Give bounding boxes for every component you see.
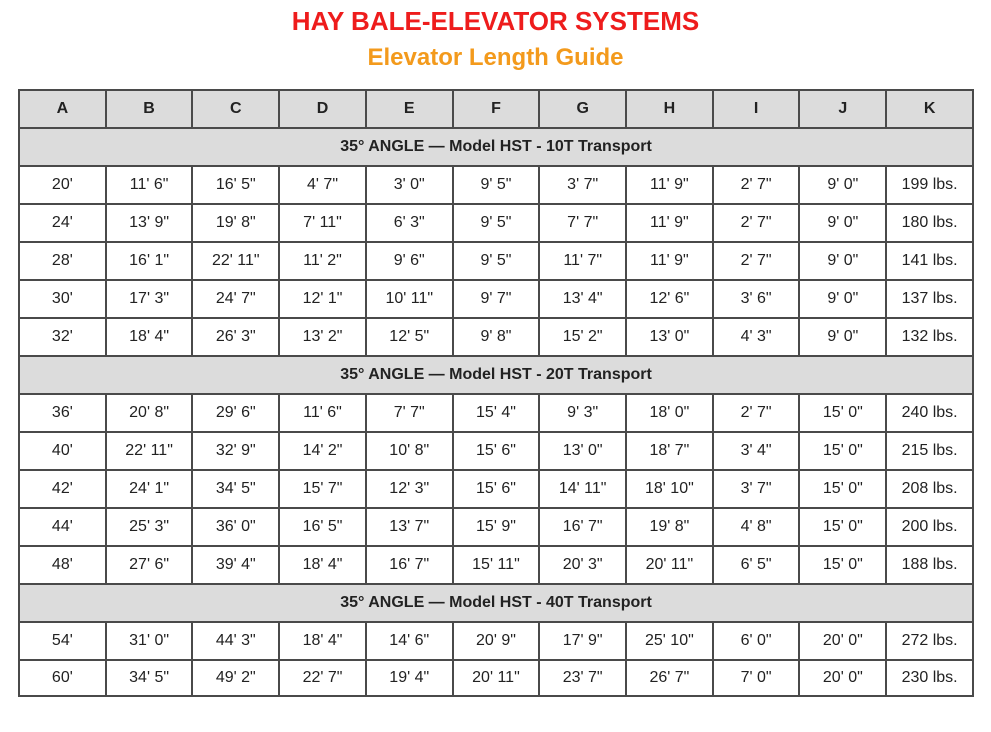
table-row xyxy=(19,660,973,696)
table-row xyxy=(19,394,973,432)
table-cell-f: 9' 8" xyxy=(453,318,540,356)
table-cell-k: 240 lbs. xyxy=(886,394,973,432)
column-header-g: G xyxy=(539,90,626,128)
table-row xyxy=(19,318,973,356)
table-cell-i: 3' 7" xyxy=(713,470,800,508)
table-cell-c: 24' 7" xyxy=(192,280,279,318)
table-cell-i: 4' 8" xyxy=(713,508,800,546)
column-header-h: H xyxy=(626,90,713,128)
table-cell-d: 14' 2" xyxy=(279,432,366,470)
column-header-f: F xyxy=(453,90,540,128)
table-cell-k: 215 lbs. xyxy=(886,432,973,470)
table-cell-c: 19' 8" xyxy=(192,204,279,242)
table-cell-j: 9' 0" xyxy=(799,166,886,204)
table-cell-g: 11' 7" xyxy=(539,242,626,280)
table-cell-c: 44' 3" xyxy=(192,622,279,660)
table-cell-h: 26' 7" xyxy=(626,660,713,696)
page-title: HAY BALE-ELEVATOR SYSTEMS xyxy=(291,6,700,36)
section-header-row xyxy=(19,584,973,622)
table-cell-j: 9' 0" xyxy=(799,318,886,356)
table-cell-b: 11' 6" xyxy=(106,166,193,204)
table-cell-h: 25' 10" xyxy=(626,622,713,660)
table-cell-d: 18' 4" xyxy=(279,546,366,584)
column-header-k: K xyxy=(886,90,973,128)
table-cell-c: 49' 2" xyxy=(192,660,279,696)
table-cell-e: 14' 6" xyxy=(366,622,453,660)
table-cell-g: 13' 0" xyxy=(539,432,626,470)
table-cell-f: 15' 6" xyxy=(453,470,540,508)
table-cell-a: 24' xyxy=(19,204,106,242)
table-cell-c: 36' 0" xyxy=(192,508,279,546)
table-cell-d: 7' 11" xyxy=(279,204,366,242)
table-cell-k: 180 lbs. xyxy=(886,204,973,242)
table-cell-f: 15' 6" xyxy=(453,432,540,470)
table-cell-c: 32' 9" xyxy=(192,432,279,470)
table-cell-c: 22' 11" xyxy=(192,242,279,280)
table-cell-f: 9' 5" xyxy=(453,242,540,280)
table-cell-b: 27' 6" xyxy=(106,546,193,584)
table-cell-f: 15' 9" xyxy=(453,508,540,546)
table-cell-g: 20' 3" xyxy=(539,546,626,584)
table-cell-f: 15' 4" xyxy=(453,394,540,432)
table-cell-a: 32' xyxy=(19,318,106,356)
table-row xyxy=(19,546,973,584)
table-cell-j: 15' 0" xyxy=(799,394,886,432)
table-cell-c: 34' 5" xyxy=(192,470,279,508)
table-cell-f: 9' 5" xyxy=(453,166,540,204)
table-cell-h: 18' 0" xyxy=(626,394,713,432)
table-cell-e: 16' 7" xyxy=(366,546,453,584)
table-cell-g: 14' 11" xyxy=(539,470,626,508)
table-row xyxy=(19,622,973,660)
column-header-c: C xyxy=(192,90,279,128)
table-cell-g: 13' 4" xyxy=(539,280,626,318)
table-cell-j: 20' 0" xyxy=(799,622,886,660)
table-cell-b: 16' 1" xyxy=(106,242,193,280)
table-cell-d: 11' 6" xyxy=(279,394,366,432)
table-cell-d: 11' 2" xyxy=(279,242,366,280)
table-row xyxy=(19,470,973,508)
table-cell-c: 39' 4" xyxy=(192,546,279,584)
table-cell-e: 13' 7" xyxy=(366,508,453,546)
table-cell-d: 4' 7" xyxy=(279,166,366,204)
table-cell-d: 15' 7" xyxy=(279,470,366,508)
column-header-j: J xyxy=(799,90,886,128)
table-cell-a: 44' xyxy=(19,508,106,546)
table-cell-i: 3' 6" xyxy=(713,280,800,318)
table-cell-f: 15' 11" xyxy=(453,546,540,584)
column-header-a: A xyxy=(19,90,106,128)
table-cell-e: 12' 5" xyxy=(366,318,453,356)
table-cell-i: 2' 7" xyxy=(713,204,800,242)
table-cell-k: 141 lbs. xyxy=(886,242,973,280)
table-body xyxy=(19,128,973,696)
table-cell-e: 12' 3" xyxy=(366,470,453,508)
table-cell-d: 22' 7" xyxy=(279,660,366,696)
column-header-d: D xyxy=(279,90,366,128)
table-cell-a: 40' xyxy=(19,432,106,470)
table-cell-h: 18' 7" xyxy=(626,432,713,470)
table-cell-f: 20' 11" xyxy=(453,660,540,696)
table-cell-a: 28' xyxy=(19,242,106,280)
table-cell-f: 20' 9" xyxy=(453,622,540,660)
table-cell-b: 25' 3" xyxy=(106,508,193,546)
table-cell-d: 12' 1" xyxy=(279,280,366,318)
table-cell-h: 11' 9" xyxy=(626,166,713,204)
table-row xyxy=(19,432,973,470)
table-row xyxy=(19,166,973,204)
table-cell-e: 6' 3" xyxy=(366,204,453,242)
column-header-e: E xyxy=(366,90,453,128)
page-subtitle: Elevator Length Guide xyxy=(367,44,624,71)
table-cell-g: 23' 7" xyxy=(539,660,626,696)
table-cell-c: 26' 3" xyxy=(192,318,279,356)
table-cell-i: 4' 3" xyxy=(713,318,800,356)
table-cell-j: 15' 0" xyxy=(799,508,886,546)
table-cell-g: 3' 7" xyxy=(539,166,626,204)
section-header-row xyxy=(19,128,973,166)
table-cell-b: 17' 3" xyxy=(106,280,193,318)
table-cell-g: 7' 7" xyxy=(539,204,626,242)
table-cell-g: 9' 3" xyxy=(539,394,626,432)
table-cell-a: 60' xyxy=(19,660,106,696)
table-cell-k: 199 lbs. xyxy=(886,166,973,204)
table-cell-i: 6' 5" xyxy=(713,546,800,584)
table-cell-i: 7' 0" xyxy=(713,660,800,696)
section-header: 35° ANGLE — Model HST - 20T Transport xyxy=(19,356,973,394)
section-header: 35° ANGLE — Model HST - 40T Transport xyxy=(19,584,973,622)
table-cell-h: 11' 9" xyxy=(626,242,713,280)
table-cell-j: 9' 0" xyxy=(799,242,886,280)
table-cell-d: 16' 5" xyxy=(279,508,366,546)
table-cell-a: 42' xyxy=(19,470,106,508)
table-cell-a: 30' xyxy=(19,280,106,318)
table-cell-e: 10' 8" xyxy=(366,432,453,470)
table-cell-k: 137 lbs. xyxy=(886,280,973,318)
table-cell-j: 20' 0" xyxy=(799,660,886,696)
table-cell-d: 18' 4" xyxy=(279,622,366,660)
table-cell-e: 9' 6" xyxy=(366,242,453,280)
table-cell-b: 34' 5" xyxy=(106,660,193,696)
table-cell-b: 13' 9" xyxy=(106,204,193,242)
table-cell-d: 13' 2" xyxy=(279,318,366,356)
table-cell-e: 7' 7" xyxy=(366,394,453,432)
table-cell-b: 22' 11" xyxy=(106,432,193,470)
table-cell-g: 16' 7" xyxy=(539,508,626,546)
section-header-row xyxy=(19,356,973,394)
table-cell-b: 18' 4" xyxy=(106,318,193,356)
table-row xyxy=(19,242,973,280)
table-cell-f: 9' 5" xyxy=(453,204,540,242)
table-cell-j: 9' 0" xyxy=(799,280,886,318)
column-header-row xyxy=(19,90,973,128)
table-cell-k: 230 lbs. xyxy=(886,660,973,696)
table-cell-g: 15' 2" xyxy=(539,318,626,356)
table-cell-i: 2' 7" xyxy=(713,242,800,280)
table-cell-a: 20' xyxy=(19,166,106,204)
table-cell-k: 208 lbs. xyxy=(886,470,973,508)
table-cell-k: 200 lbs. xyxy=(886,508,973,546)
table-cell-c: 29' 6" xyxy=(192,394,279,432)
table-cell-e: 3' 0" xyxy=(366,166,453,204)
table-cell-i: 6' 0" xyxy=(713,622,800,660)
table-cell-f: 9' 7" xyxy=(453,280,540,318)
table-cell-h: 13' 0" xyxy=(626,318,713,356)
table-cell-i: 2' 7" xyxy=(713,166,800,204)
column-header-b: B xyxy=(106,90,193,128)
table-cell-k: 272 lbs. xyxy=(886,622,973,660)
table-cell-j: 15' 0" xyxy=(799,432,886,470)
table-cell-j: 15' 0" xyxy=(799,470,886,508)
elevator-length-table xyxy=(18,89,974,697)
table-cell-k: 188 lbs. xyxy=(886,546,973,584)
table-cell-h: 12' 6" xyxy=(626,280,713,318)
table-cell-a: 36' xyxy=(19,394,106,432)
table-cell-e: 19' 4" xyxy=(366,660,453,696)
table-cell-c: 16' 5" xyxy=(192,166,279,204)
table-cell-h: 19' 8" xyxy=(626,508,713,546)
table-row xyxy=(19,280,973,318)
table-cell-a: 48' xyxy=(19,546,106,584)
table-cell-h: 11' 9" xyxy=(626,204,713,242)
table-cell-b: 20' 8" xyxy=(106,394,193,432)
table-row xyxy=(19,508,973,546)
section-header: 35° ANGLE — Model HST - 10T Transport xyxy=(19,128,973,166)
table-cell-i: 2' 7" xyxy=(713,394,800,432)
table-cell-g: 17' 9" xyxy=(539,622,626,660)
table-cell-j: 15' 0" xyxy=(799,546,886,584)
column-header-i: I xyxy=(713,90,800,128)
table-cell-k: 132 lbs. xyxy=(886,318,973,356)
table-cell-j: 9' 0" xyxy=(799,204,886,242)
table-cell-h: 20' 11" xyxy=(626,546,713,584)
table-row xyxy=(19,204,973,242)
table-cell-b: 31' 0" xyxy=(106,622,193,660)
table-cell-b: 24' 1" xyxy=(106,470,193,508)
table-cell-a: 54' xyxy=(19,622,106,660)
table-cell-i: 3' 4" xyxy=(713,432,800,470)
table-cell-h: 18' 10" xyxy=(626,470,713,508)
table-cell-e: 10' 11" xyxy=(366,280,453,318)
